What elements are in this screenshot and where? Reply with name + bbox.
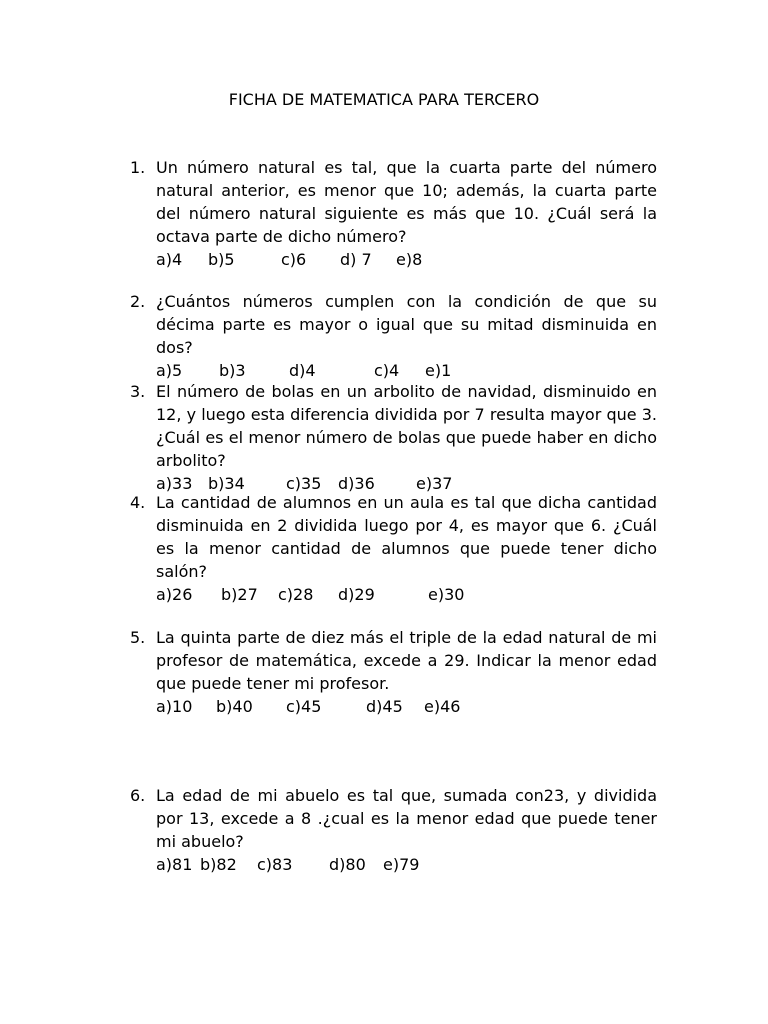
- option-b: b)5: [208, 250, 235, 269]
- option-e: e)30: [428, 585, 465, 604]
- question-number: 4.: [130, 493, 146, 512]
- option-e: e)8: [396, 250, 423, 269]
- option-e: e)79: [383, 855, 420, 874]
- option-b: b)3: [219, 361, 246, 380]
- option-a: a)5: [156, 361, 183, 380]
- option-e: e)37: [416, 474, 453, 493]
- answer-options: [156, 695, 657, 718]
- option-c: c)45: [286, 697, 322, 716]
- option-e: e)1: [425, 361, 452, 380]
- option-b: b)82: [200, 855, 237, 874]
- option-a: a)33: [156, 474, 193, 493]
- option-c: c)35: [286, 474, 322, 493]
- option-a: a)10: [156, 697, 193, 716]
- question-number: 5.: [130, 628, 146, 647]
- option-b: b)40: [216, 697, 253, 716]
- option-c: c)28: [278, 585, 314, 604]
- question-text: Un número natural es tal, que la cuarta parte del número natural anterior, es menor que 10; además, la cuarta parte del número natural siguiente es más que 10. ¿Cuál será la octava parte de dicho número?: [156, 158, 657, 246]
- question-4: [130, 491, 657, 606]
- question-number: 2.: [130, 292, 146, 311]
- option-e: e)46: [424, 697, 461, 716]
- option-c: c)6: [281, 250, 307, 269]
- option-c: c)4: [374, 361, 400, 380]
- question-number: 6.: [130, 786, 146, 805]
- question-number: 1.: [130, 158, 146, 177]
- question-text: El número de bolas en un arbolito de navidad, disminuido en 12, y luego esta diferencia dividida por 7 resulta mayor que 3. ¿Cuál es el menor número de bolas que puede haber en dicho arbolito?: [156, 382, 657, 470]
- answer-options: [156, 359, 657, 382]
- question-1: [130, 156, 657, 271]
- question-3: [130, 380, 657, 495]
- question-5: [130, 626, 657, 718]
- question-text: La edad de mi abuelo es tal que, sumada con23, y dividida por 13, excede a 8 .¿cual es la menor edad que puede tener mi abuelo?: [156, 786, 657, 851]
- question-2: [130, 290, 657, 382]
- option-a: a)4: [156, 250, 183, 269]
- option-d: d)36: [338, 474, 375, 493]
- option-d: d)29: [338, 585, 375, 604]
- question-text: La quinta parte de diez más el triple de la edad natural de mi profesor de matemática, excede a 29. Indicar la menor edad que puede tener mi profesor.: [156, 628, 657, 693]
- answer-options: [156, 853, 657, 876]
- option-c: c)83: [257, 855, 293, 874]
- answer-options: [156, 248, 657, 271]
- option-b: b)27: [221, 585, 258, 604]
- option-d: d)45: [366, 697, 403, 716]
- question-text: ¿Cuántos números cumplen con la condición de que su décima parte es mayor o igual que su mitad disminuida en dos?: [156, 292, 657, 357]
- option-d: d)80: [329, 855, 366, 874]
- answer-options: [156, 583, 657, 606]
- option-b: b)34: [208, 474, 245, 493]
- page-title: FICHA DE MATEMATICA PARA TERCERO: [228, 90, 540, 109]
- option-d: d)4: [289, 361, 316, 380]
- question-6: [130, 784, 657, 876]
- question-text: La cantidad de alumnos en un aula es tal que dicha cantidad disminuida en 2 dividida luego por 4, es mayor que 6. ¿Cuál es la menor cantidad de alumnos que puede tener dicho salón?: [156, 493, 657, 581]
- option-a: a)81: [156, 855, 193, 874]
- question-number: 3.: [130, 382, 146, 401]
- option-a: a)26: [156, 585, 193, 604]
- option-d: d) 7: [340, 250, 372, 269]
